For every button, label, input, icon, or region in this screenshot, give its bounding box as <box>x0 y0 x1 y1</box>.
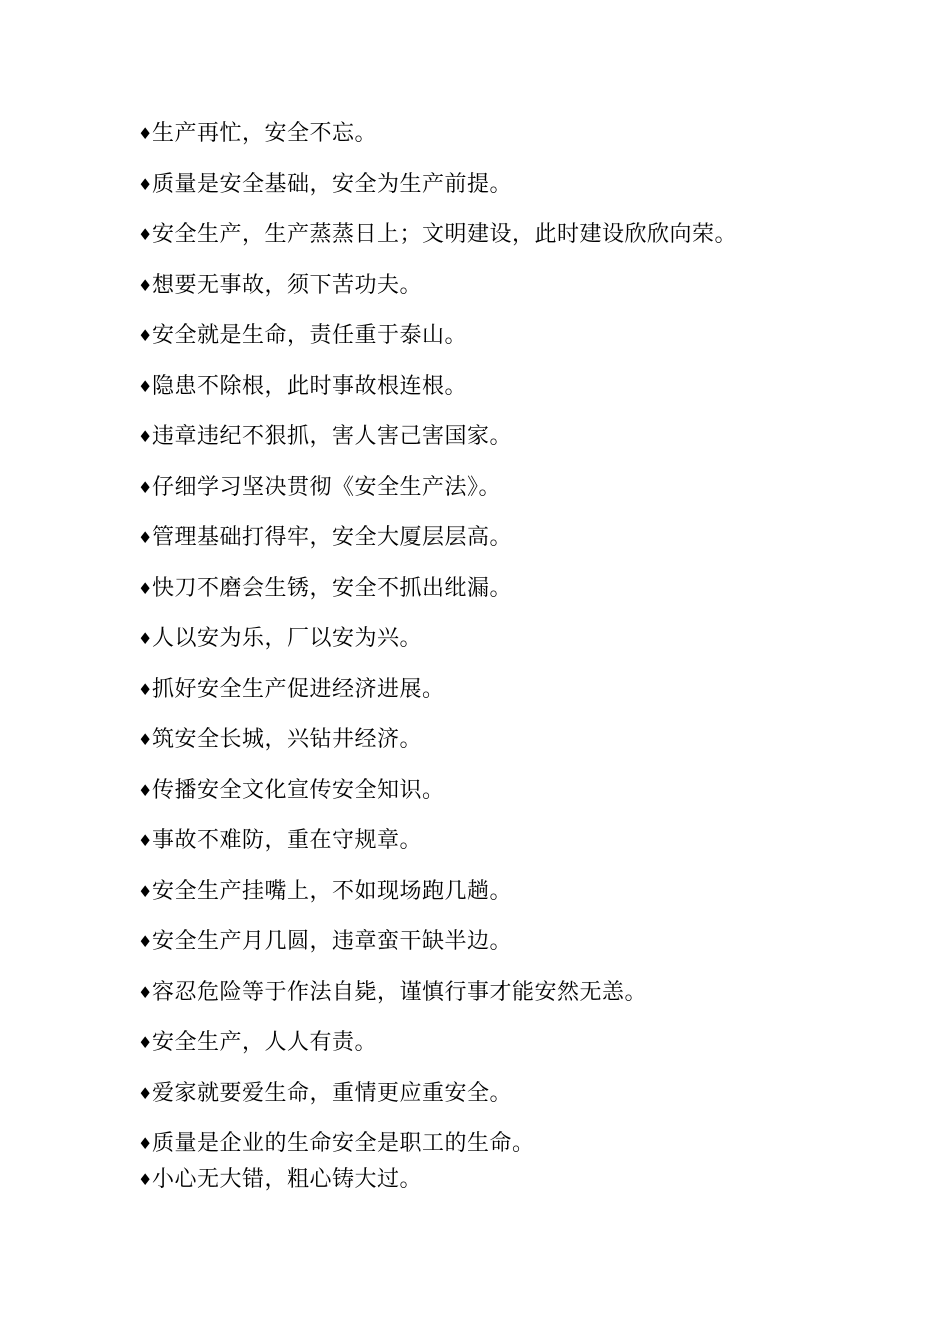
slogan-text: 传播安全文化宣传安全知识。 <box>152 777 445 803</box>
slogan-text: 仔细学习坚决贯彻《安全生产法》。 <box>152 474 502 500</box>
list-item <box>138 876 918 927</box>
slogan-text: 安全生产，人人有责。 <box>152 1030 378 1055</box>
slogan-text: 质量是安全基础，安全为生产前提。 <box>152 171 513 197</box>
list-item <box>138 472 918 523</box>
list-item <box>138 1128 918 1164</box>
diamond-bullet-icon: ♦ <box>138 982 153 1002</box>
list-item <box>138 219 918 270</box>
list-item <box>138 926 918 977</box>
list-item <box>138 775 918 826</box>
diamond-bullet-icon: ♦ <box>138 124 153 143</box>
list-item <box>138 825 918 876</box>
list-item <box>138 623 918 674</box>
list-item <box>138 674 918 725</box>
slogan-text: 人以安为乐，厂以安为兴。 <box>152 626 423 651</box>
diamond-bullet-icon: ♦ <box>138 780 153 800</box>
list-item <box>138 724 918 775</box>
list-item <box>138 421 918 472</box>
list-item <box>138 1078 918 1129</box>
diamond-bullet-icon: ♦ <box>138 174 153 194</box>
list-item <box>138 118 918 169</box>
list-item <box>138 977 918 1028</box>
list-item <box>138 1164 918 1215</box>
slogan-text: 爱家就要爱生命，重情更应重安全。 <box>152 1080 513 1106</box>
diamond-bullet-icon: ♦ <box>138 528 153 547</box>
slogan-text: 安全就是生命，责任重于泰山。 <box>152 323 468 348</box>
slogan-text: 违章违纪不狠抓，害人害己害国家。 <box>152 424 513 449</box>
slogan-text: 想要无事故，须下苦功夫。 <box>152 272 423 298</box>
list-item <box>138 522 918 573</box>
list-item <box>138 169 918 220</box>
list-item <box>138 1027 918 1078</box>
slogan-text: 筑安全长城，兴钻井经济。 <box>152 727 423 752</box>
slogan-text: 事故不难防，重在守规章。 <box>152 828 423 853</box>
slogan-text: 小心无大错，粗心铸大过。 <box>152 1167 423 1192</box>
diamond-bullet-icon: ♦ <box>138 1033 153 1052</box>
slogan-text: 安全生产，生产蒸蒸日上；文明建设，此时建设欣欣向荣。 <box>152 222 738 247</box>
slogan-text: 质量是企业的生命安全是职工的生命。 <box>152 1131 535 1156</box>
diamond-bullet-icon: ♦ <box>138 730 153 749</box>
diamond-bullet-icon: ♦ <box>138 1134 153 1153</box>
slogan-text: 管理基础打得牢，安全大厦层层高。 <box>152 525 513 550</box>
slogan-list <box>138 118 918 1215</box>
list-item <box>138 270 918 321</box>
diamond-bullet-icon: ♦ <box>138 932 153 951</box>
slogan-text: 隐患不除根，此时事故根连根。 <box>152 373 468 399</box>
diamond-bullet-icon: ♦ <box>138 629 153 648</box>
slogan-text: 安全生产月几圆，违章蛮干缺半边。 <box>152 929 513 954</box>
slogan-text: 容忍危险等于作法自毙，谨慎行事才能安然无恙。 <box>152 979 648 1005</box>
slogan-text: 快刀不磨会生锈，安全不抓出纰漏。 <box>152 575 513 601</box>
diamond-bullet-icon: ♦ <box>138 477 153 497</box>
diamond-bullet-icon: ♦ <box>138 578 153 598</box>
list-item <box>138 573 918 624</box>
list-item <box>138 320 918 371</box>
list-item <box>138 371 918 422</box>
diamond-bullet-icon: ♦ <box>138 376 153 396</box>
diamond-bullet-icon: ♦ <box>138 679 153 699</box>
slogan-text: 生产再忙，安全不忘。 <box>152 121 378 146</box>
diamond-bullet-icon: ♦ <box>138 225 153 244</box>
diamond-bullet-icon: ♦ <box>138 831 153 850</box>
diamond-bullet-icon: ♦ <box>138 326 153 345</box>
diamond-bullet-icon: ♦ <box>138 275 153 295</box>
slogan-text: 抓好安全生产促进经济进展。 <box>152 676 445 702</box>
diamond-bullet-icon: ♦ <box>138 881 153 901</box>
diamond-bullet-icon: ♦ <box>138 427 153 446</box>
diamond-bullet-icon: ♦ <box>138 1083 153 1103</box>
slogan-text: 安全生产挂嘴上，不如现场跑几趟。 <box>152 878 513 904</box>
diamond-bullet-icon: ♦ <box>138 1170 153 1189</box>
